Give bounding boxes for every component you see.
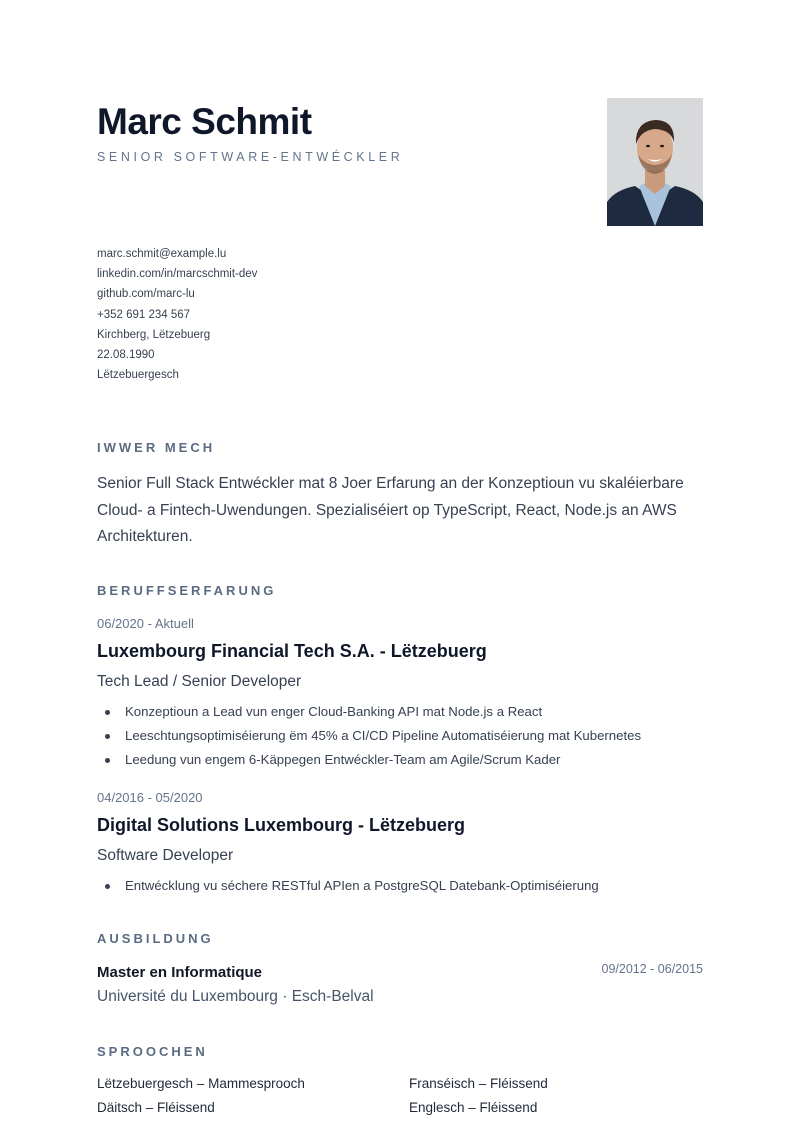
nationality: Lëtzebuergesch: [97, 369, 179, 382]
job-achievements: [97, 700, 641, 773]
education-school: Université du Luxembourg · Esch-Belval: [97, 988, 374, 1005]
portrait-image: [607, 98, 703, 226]
list-item: Entwécklung vu séchere RESTful APIen a PostgreSQL Datebank-Optimiséierung: [97, 874, 599, 898]
list-item: Leeschtungsoptimiséierung ëm 45% a CI/CD Pipeline Automatiséierung mat Kubernetes: [97, 724, 641, 748]
language-item: Englesch – Fléissend: [409, 1100, 538, 1115]
section-heading-languages: SPROOCHEN: [97, 1044, 208, 1059]
job-role: Software Developer: [97, 847, 234, 864]
job-role: Tech Lead / Senior Developer: [97, 673, 302, 690]
job-dates: 04/2016 - 05/2020: [97, 790, 203, 805]
birthdate: 22.08.1990: [97, 349, 155, 362]
about-text: Senior Full Stack Entwéckler mat 8 Joer Erfarung an der Konzeptioun vu skaléierbare Cloud- a Fintech-Uwendungen. Spezialiséiert op TypeScript, React, Node.js an AWS Architekturen.: [97, 475, 684, 545]
location: Kirchberg, Lëtzebuerg: [97, 328, 211, 341]
job-company: Luxembourg Financial Tech S.A. - Lëtzebuerg: [97, 641, 487, 661]
education-dates: 09/2012 - 06/2015: [601, 962, 703, 976]
github-link[interactable]: github.com/marc-lu: [97, 288, 195, 301]
section-heading-experience: BERUFFSERFARUNG: [97, 583, 277, 598]
language-item: Lëtzebuergesch – Mammesprooch: [97, 1076, 305, 1091]
list-item: Konzeptioun a Lead vun enger Cloud-Banking API mat Node.js a React: [97, 700, 641, 724]
section-heading-about: IWWER MECH: [97, 440, 216, 455]
phone-number: +352 691 234 567: [97, 308, 191, 321]
job-company: Digital Solutions Luxembourg - Lëtzebuerg: [97, 815, 466, 835]
cv-page: [97, 0, 703, 1131]
job-title: SENIOR SOFTWARE-ENTWÉCKLER: [97, 150, 404, 164]
profile-photo: [607, 98, 703, 226]
education-degree: Master en Informatique: [97, 964, 263, 981]
person-name: Marc Schmit: [97, 101, 312, 142]
language-item: Franséisch – Fléissend: [409, 1076, 548, 1091]
contact-block: [97, 244, 257, 385]
email-link[interactable]: marc.schmit@example.lu: [97, 248, 227, 260]
section-heading-education: AUSBILDUNG: [97, 931, 214, 946]
linkedin-link[interactable]: linkedin.com/in/marcschmit-dev: [97, 268, 258, 281]
list-item: Leedung vun engem 6-Käppegen Entwéckler-Team am Agile/Scrum Kader: [97, 748, 641, 772]
language-item: Däitsch – Fléissend: [97, 1100, 215, 1115]
job-achievements: [97, 874, 599, 898]
job-dates: 06/2020 - Aktuell: [97, 616, 194, 631]
